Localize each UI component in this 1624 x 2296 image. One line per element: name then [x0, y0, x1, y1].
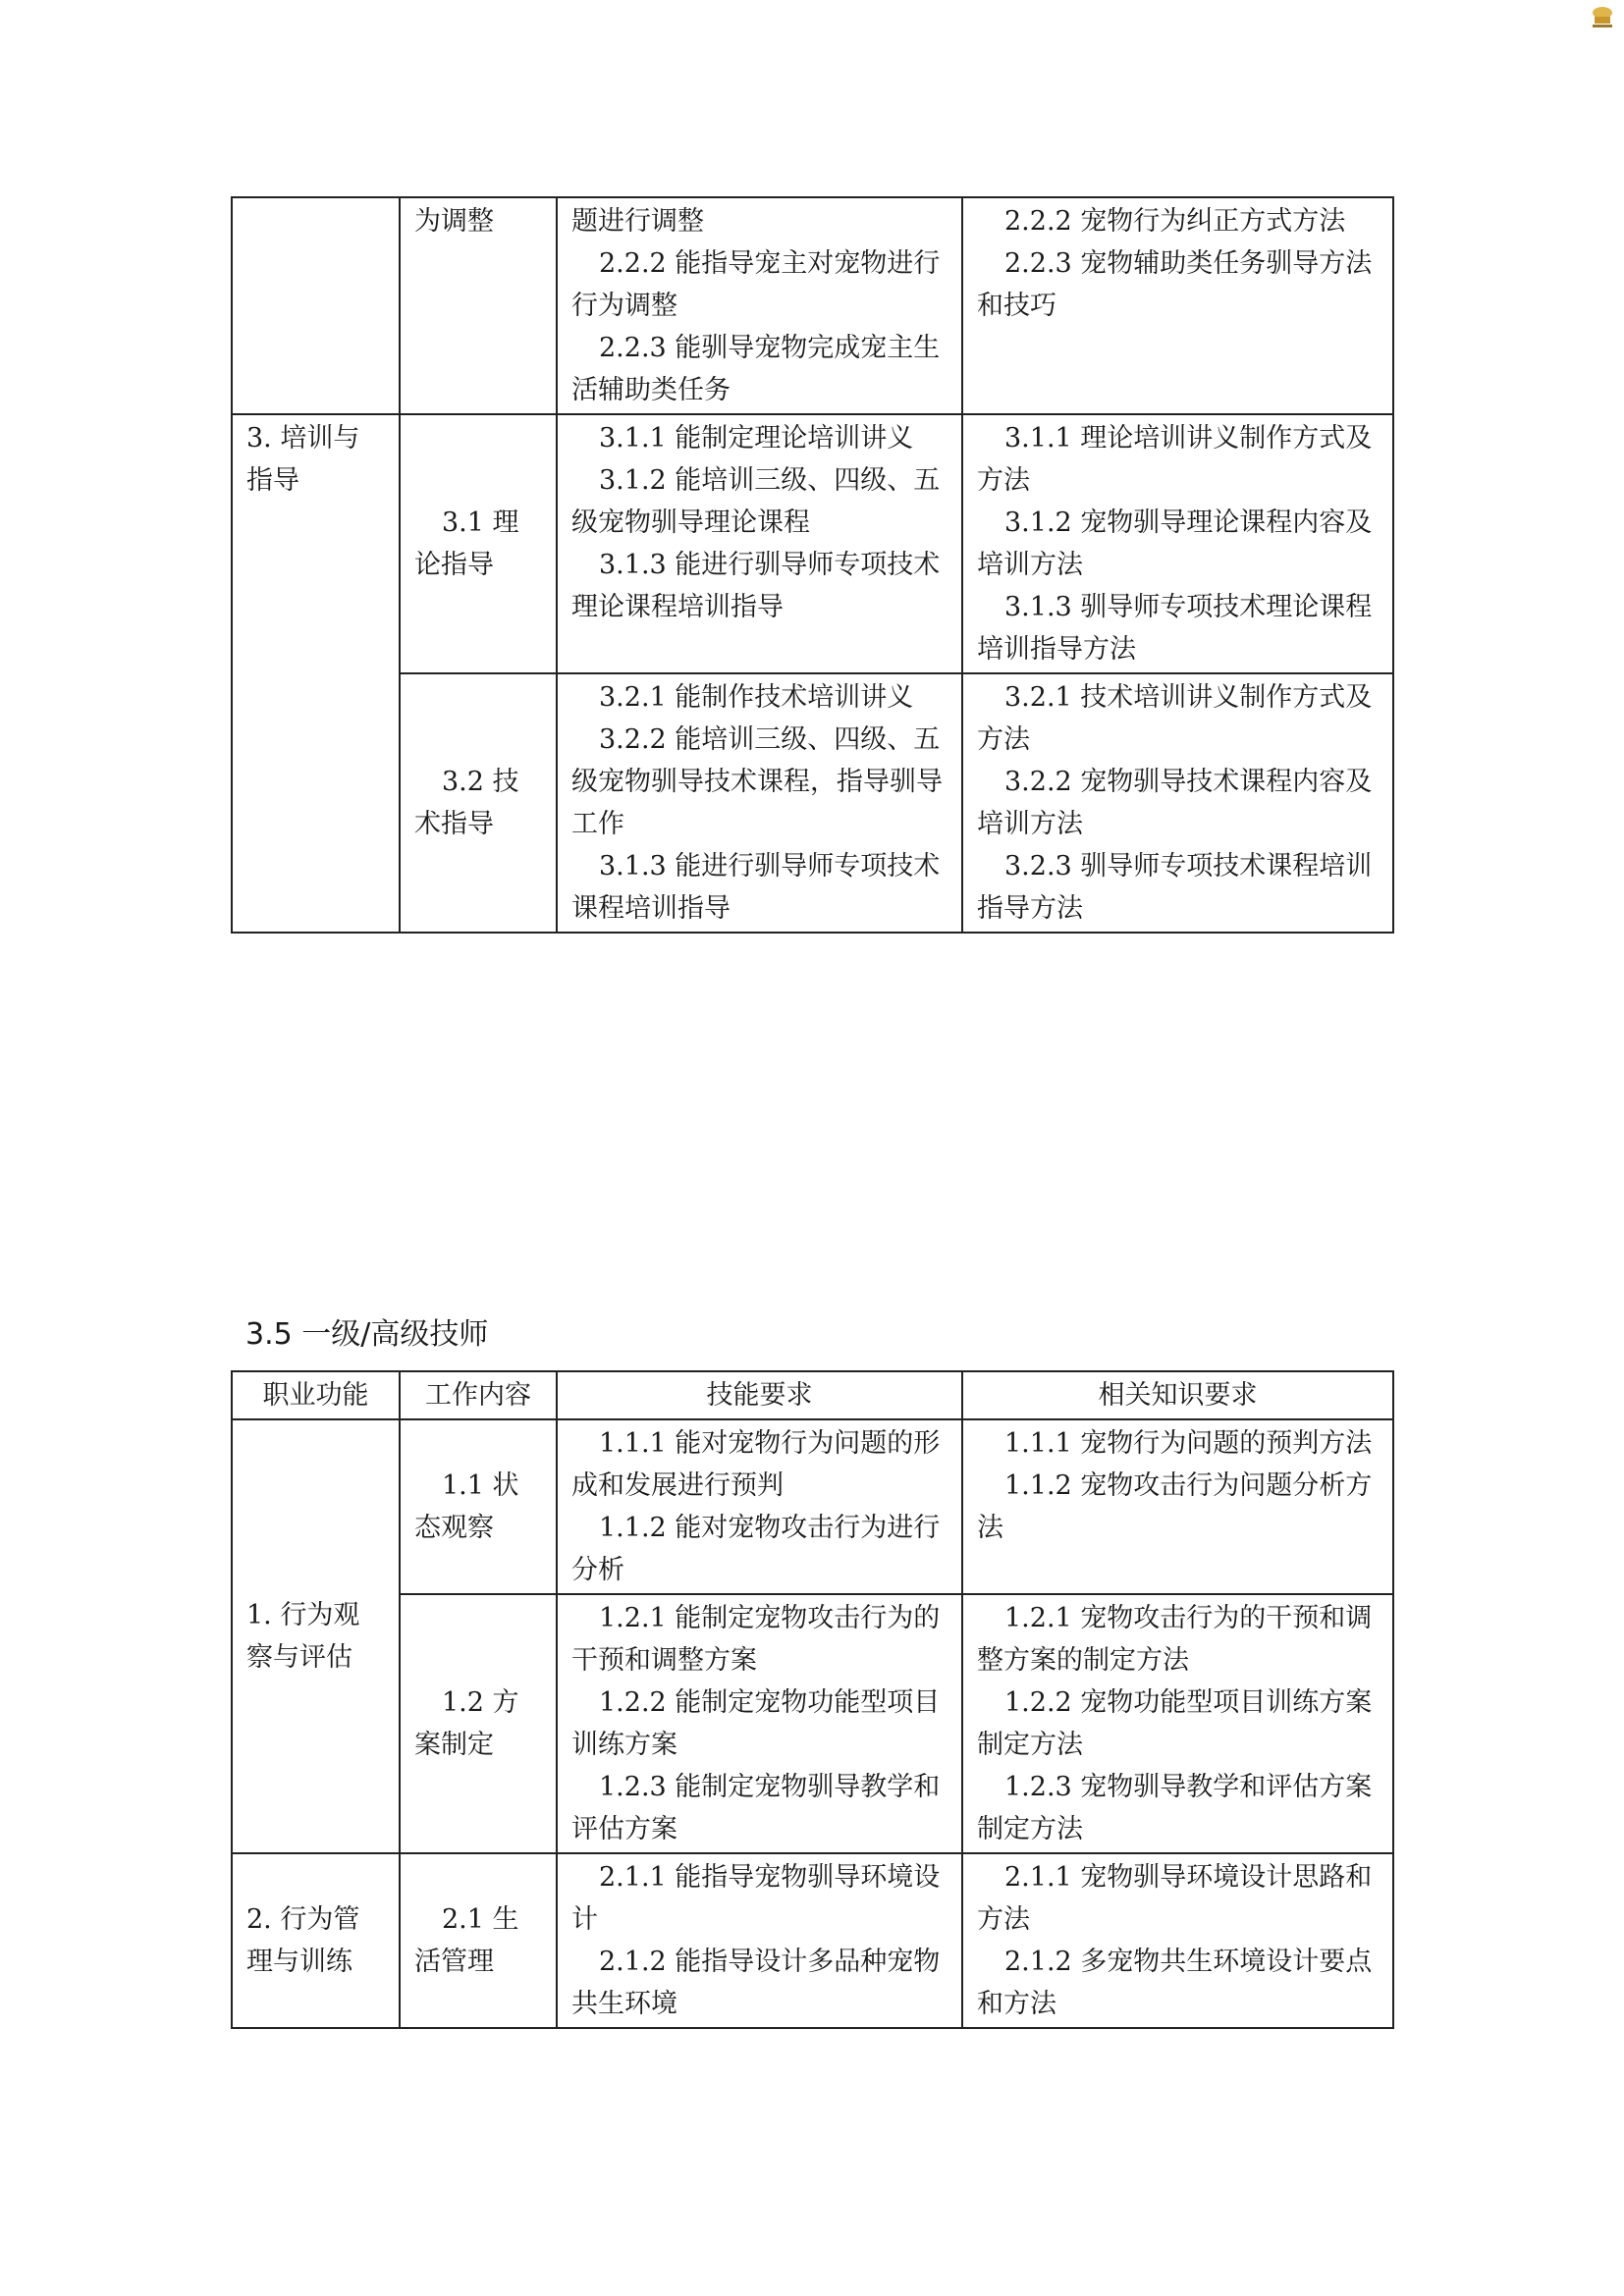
table-row — [232, 1419, 1393, 1594]
skills-table-continued — [231, 196, 1394, 934]
publisher-logo-icon — [1589, 4, 1616, 29]
knowledge-requirements-cell — [962, 414, 1393, 673]
table-row — [232, 1594, 1393, 1853]
function-cell — [232, 197, 400, 414]
knowledge-item: 3.2.2 宠物驯导技术课程内容及培训方法 — [977, 767, 1373, 839]
table-row — [232, 1853, 1393, 2028]
skill-item: 3.2.2 能培训三级、四级、五级宠物驯导技术课程，指导驯导工作 — [571, 724, 943, 839]
header-skill-requirements: 技能要求 — [557, 1371, 962, 1419]
skill-item: 2.1.1 能指导宠物驯导环境设计 — [571, 1862, 941, 1935]
knowledge-item: 2.1.1 宠物驯导环境设计思路和方法 — [977, 1862, 1373, 1935]
knowledge-item: 3.1.1 理论培训讲义制作方式及方法 — [977, 423, 1373, 496]
knowledge-item: 3.2.1 技术培训讲义制作方式及方法 — [977, 682, 1373, 755]
function-cell: 3. 培训与指导 — [232, 414, 400, 933]
header-work-content: 工作内容 — [400, 1371, 557, 1419]
header-knowledge-requirements: 相关知识要求 — [962, 1371, 1393, 1419]
table-row — [232, 197, 1393, 414]
skill-requirements-cell — [557, 1853, 962, 2028]
skill-item: 2.2.3 能驯导宠物完成宠主生活辅助类任务 — [571, 333, 941, 405]
skill-requirements-cell — [557, 1419, 962, 1594]
skill-item: 1.2.2 能制定宠物功能型项目训练方案 — [571, 1687, 941, 1760]
skill-item: 1.1.1 能对宠物行为问题的形成和发展进行预判 — [571, 1428, 941, 1501]
knowledge-item: 3.1.2 宠物驯导理论课程内容及培训方法 — [977, 507, 1373, 580]
skill-item: 3.1.2 能培训三级、四级、五级宠物驯导理论课程 — [571, 465, 941, 538]
skill-item: 3.1.3 能进行驯导师专项技术理论课程培训指导 — [571, 550, 941, 622]
function-cell: 2. 行为管理与训练 — [232, 1853, 400, 2028]
section-title: 3.5 一级/高级技师 — [245, 1317, 489, 1352]
knowledge-item: 2.2.3 宠物辅助类任务驯导方法和技巧 — [977, 248, 1373, 321]
work-content-cell: 3.2 技术指导 — [400, 673, 557, 933]
skill-item: 1.2.3 能制定宠物驯导教学和评估方案 — [571, 1772, 941, 1844]
skill-item: 3.1.1 能制定理论培训讲义 — [599, 423, 914, 454]
skill-item: 1.1.2 能对宠物攻击行为进行分析 — [571, 1513, 941, 1585]
knowledge-item: 1.2.2 宠物功能型项目训练方案制定方法 — [977, 1687, 1373, 1760]
work-content-cell: 3.1 理论指导 — [400, 414, 557, 673]
knowledge-requirements-cell — [962, 197, 1393, 414]
knowledge-item: 3.2.3 驯导师专项技术课程培训指导方法 — [977, 851, 1373, 924]
table-row — [232, 673, 1393, 933]
knowledge-requirements-cell — [962, 1594, 1393, 1853]
skill-requirements-cell — [557, 673, 962, 933]
work-content-cell: 2.1 生活管理 — [400, 1853, 557, 2028]
knowledge-item: 3.1.3 驯导师专项技术理论课程培训指导方法 — [977, 592, 1373, 665]
table-row — [232, 414, 1393, 673]
skill-item: 题进行调整 — [571, 206, 704, 237]
work-content-cell: 为调整 — [400, 197, 557, 414]
knowledge-item: 1.1.1 宠物行为问题的预判方法 — [1004, 1428, 1373, 1459]
knowledge-requirements-cell — [962, 673, 1393, 933]
knowledge-item: 1.2.3 宠物驯导教学和评估方案制定方法 — [977, 1772, 1373, 1844]
knowledge-requirements-cell — [962, 1853, 1393, 2028]
knowledge-item: 2.2.2 宠物行为纠正方式方法 — [1004, 206, 1346, 237]
skills-table-level-1 — [231, 1370, 1394, 2029]
skill-requirements-cell — [557, 1594, 962, 1853]
work-content-cell: 1.2 方案制定 — [400, 1594, 557, 1853]
skill-item: 2.2.2 能指导宠主对宠物进行行为调整 — [571, 248, 941, 321]
table-header-row — [232, 1371, 1393, 1419]
header-function: 职业功能 — [232, 1371, 400, 1419]
skill-item: 3.2.1 能制作技术培训讲义 — [599, 682, 914, 713]
knowledge-requirements-cell — [962, 1419, 1393, 1594]
knowledge-item: 1.1.2 宠物攻击行为问题分析方法 — [977, 1470, 1373, 1543]
skill-item: 2.1.2 能指导设计多品种宠物共生环境 — [571, 1947, 941, 2019]
skill-requirements-cell — [557, 197, 962, 414]
skill-requirements-cell — [557, 414, 962, 673]
knowledge-item: 2.1.2 多宠物共生环境设计要点和方法 — [977, 1947, 1373, 2019]
function-cell: 1. 行为观察与评估 — [232, 1419, 400, 1853]
skill-item: 1.2.1 能制定宠物攻击行为的干预和调整方案 — [571, 1603, 941, 1676]
work-content-cell: 1.1 状态观察 — [400, 1419, 557, 1594]
skill-item: 3.1.3 能进行驯导师专项技术课程培训指导 — [571, 851, 941, 924]
knowledge-item: 1.2.1 宠物攻击行为的干预和调整方案的制定方法 — [977, 1603, 1373, 1676]
